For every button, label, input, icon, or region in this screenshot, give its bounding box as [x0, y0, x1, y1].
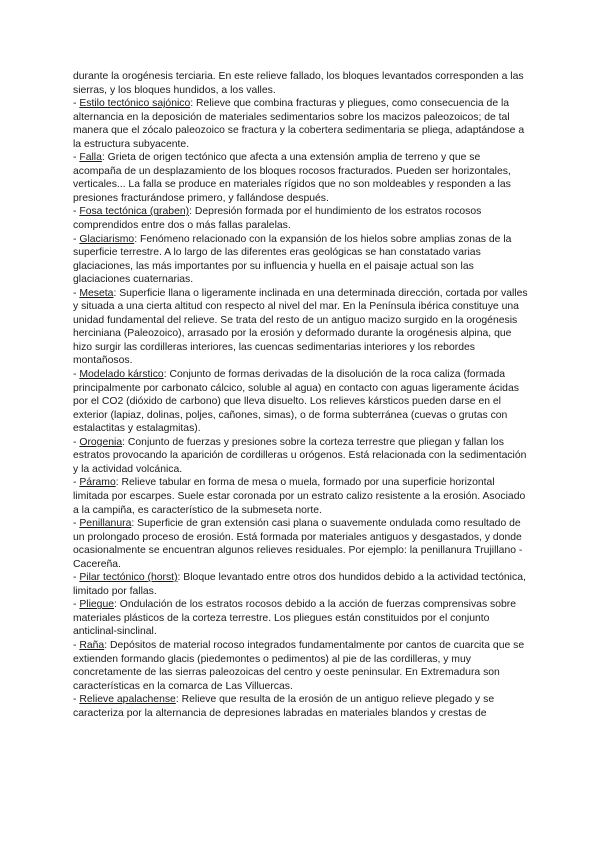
glossary-definition: : Depresión formada por el hundimiento de los estratos rocosos comprendidos entre dos o más fallas paralelas. — [73, 206, 482, 232]
glossary-term: Pilar tectónico (horst) — [79, 572, 178, 584]
glossary-entry: - Meseta: Superficie llana o ligeramente inclinada en una determinada dirección, cortada por valles y situada a una cierta altitud con respecto al nivel del mar. En la Península ibérica constituye una unidad fundamental del relieve. Se trata del resto de un antiguo macizo surgido en la orogénesis herciniana (Paleozoico), arrasado por la erosión y deformado durante la orogénesis alpina, que hizo surgir las cordilleras interiores, las cuencas sedimentarias interiores y los rebordes montañosos. — [73, 287, 528, 367]
glossary-term: Raña — [79, 639, 105, 651]
glossary-list — [73, 97, 531, 720]
glossary-entry: - Estilo tectónico sajónico: Relieve que combina fracturas y pliegues, como consecuencia de la alternancia en la deposición de materiales sedimentarios sobre los macizos paleozoicos; de tal manera que el zócalo paleozoico se fractura y la cobertera sedimentaria se pliega, adaptándose a la estructura subyacente. — [73, 98, 525, 150]
glossary-definition: : Ondulación de los estratos rocosos debido a la acción de fuerzas comprensivas sobre materiales plásticos de la corteza terrestre. Los pliegues están constituidos por el conjunto anticlinal-sinclinal. — [73, 599, 517, 638]
glossary-term: Meseta — [79, 287, 114, 299]
glossary-entry: - Raña: Depósitos de material rocoso integrados fundamentalmente por cantos de cuarcita que se extienden formando glacis (piedemontes o pedimentos) al pie de las cordilleras, y muy concretamente de las sierras paleozoicas del centro y oeste peninsular. En Extremadura son características en la comarca de Las Villuercas. — [73, 639, 525, 692]
glossary-entry: - Pilar tectónico (horst): Bloque levantado entre otros dos hundidos debido a la actividad tectónica, limitado por fallas. — [73, 572, 526, 597]
glossary-term: Penillanura — [79, 518, 132, 530]
glossary-entry: - Relieve apalachense: Relieve que resulta de la erosión de un antiguo relieve plegado y se caracteriza por la alternancia de depresiones labradas en materiales blandos y crestas de — [73, 694, 495, 719]
glossary-term: Fosa tectónica (graben) — [79, 206, 190, 218]
glossary-definition: : Superficie llana o ligeramente inclinada en una determinada dirección, cortada por valles y situada a una cierta altitud con respecto al nivel del mar. En la Península ibérica constituye una unidad fundamental del relieve. Se trata del resto de un antiguo macizo surgido en la orogénesis herciniana (Paleozoico), arrasado por la erosión y deformado durante la orogénesis alpina, que hizo surgir las cordilleras interiores, las cuencas sedimentarias interiores y los rebordes montañosos. — [73, 287, 528, 367]
glossary-term: Glaciarismo — [79, 233, 135, 245]
glossary-entry: - Fosa tectónica (graben): Depresión formada por el hundimiento de los estratos rocosos comprendidos entre dos o más fallas paralelas. — [73, 206, 482, 232]
glossary-term: Pliegue — [79, 599, 115, 611]
glossary-term: Relieve apalachense — [79, 694, 176, 706]
glossary-definition: : Grieta de origen tectónico que afecta a una extensión amplia de terreno y que se acompaña de un desplazamiento de los bloques rocosos fracturados. Pueden ser horizontales, verticales... La falla se produce en materiales rígidos que no son moldeables y responden a las presiones fracturándose primero, y fallándose después. — [73, 152, 511, 204]
document-page — [73, 70, 531, 720]
glossary-entry: - Pliegue: Ondulación de los estratos rocosos debido a la acción de fuerzas comprensivas sobre materiales plásticos de la corteza terrestre. Los pliegues están constituidos por el conjunto anticlinal-sinclinal. — [73, 599, 517, 638]
glossary-term: Falla — [79, 152, 102, 164]
glossary-term: Páramo — [79, 477, 116, 489]
glossary-definition: : Depósitos de material rocoso integrados fundamentalmente por cantos de cuarcita que se extienden formando glacis (piedemontes o pedimentos) al pie de las cordilleras, y muy concretamente de las sierras paleozoicas del centro y oeste peninsular. En Extremadura son características en la comarca de Las Villuercas. — [73, 639, 525, 692]
glossary-definition: : Bloque levantado entre otros dos hundidos debido a la actividad tectónica, limitado por fallas. — [73, 572, 526, 597]
glossary-entry: - Falla: Grieta de origen tectónico que afecta a una extensión amplia de terreno y que se acompaña de un desplazamiento de los bloques rocosos fracturados. Pueden ser horizontales, verticales... La falla se produce en materiales rígidos que no son moldeables y responden a las presiones fracturándose primero, y fallándose después. — [73, 152, 511, 204]
intro-paragraph: durante la orogénesis terciaria. En este relieve fallado, los bloques levantados corresponden a las sierras, y los bloques hundidos, a los valles. — [73, 71, 524, 96]
glossary-definition: : Superficie de gran extensión casi plana o suavemente ondulada como resultado de un prolongado proceso de erosión. Está formada por materiales antiguos y desgastados, y donde ocasionalmente se encuentran algunos relieves residuales. Por ejemplo: la penillanura Trujillano - Cacereña. — [73, 518, 523, 570]
glossary-entry: - Páramo: Relieve tabular en forma de mesa o muela, formado por una superficie horizontal limitada por escarpes. Suele estar coronada por un estrato calizo resistente a la erosión. Asociado a la campiña, es característico de la submeseta norte. — [73, 477, 526, 516]
glossary-definition: : Relieve que resulta de la erosión de un antiguo relieve plegado y se caracteriza por la alternancia de depresiones labradas en materiales blandos y crestas de — [73, 694, 495, 719]
glossary-term: Orogenia — [79, 436, 123, 448]
glossary-definition: : Conjunto de fuerzas y presiones sobre la corteza terrestre que pliegan y fallan los estratos provocando la aparición de cordilleras u orógenos. Está relacionada con la sedimentación y la actividad volcánica. — [73, 436, 527, 475]
glossary-entry: - Orogenia: Conjunto de fuerzas y presiones sobre la corteza terrestre que pliegan y fallan los estratos provocando la aparición de cordilleras u orógenos. Está relacionada con la sedimentación y la actividad volcánica. — [73, 436, 527, 475]
glossary-term: Modelado kárstico — [79, 369, 164, 381]
glossary-definition: : Relieve que combina fracturas y pliegues, como consecuencia de la alternancia en la deposición de materiales sedimentarios sobre los macizos paleozoicos; de tal manera que el zócalo paleozoico se fractura y la cobertera sedimentaria se pliega, adaptándose a la estructura subyacente. — [73, 98, 525, 150]
glossary-definition: : Conjunto de formas derivadas de la disolución de la roca caliza (formada principalmente por carbonato cálcico, soluble al agua) en contacto con aguas ligeramente ácidas por el CO2 (dióxido de carbono) que lleva disuelto. Los relieves kársticos pueden darse en el exterior (lapiaz, dolinas, poljes, cañones, simas), o de forma subterránea (cuevas o grutas con estalactitas y estalagmitas). — [73, 369, 519, 435]
glossary-definition: : Relieve tabular en forma de mesa o muela, formado por una superficie horizontal limitada por escarpes. Suele estar coronada por un estrato calizo resistente a la erosión. Asociado a la campiña, es característico de la submeseta norte. — [73, 477, 526, 516]
glossary-entry: - Penillanura: Superficie de gran extensión casi plana o suavemente ondulada como resultado de un prolongado proceso de erosión. Está formada por materiales antiguos y desgastados, y donde ocasionalmente se encuentran algunos relieves residuales. Por ejemplo: la penillanura Trujillano - Cacereña. — [73, 518, 523, 570]
glossary-entry: - Glaciarismo: Fenómeno relacionado con la expansión de los hielos sobre amplias zonas de la superficie terrestre. A lo largo de las diferentes eras geológicas se han constatado varias glaciaciones, las más importantes por su influencia y huella en el paisaje actual son las glaciaciones cuaternarias. — [73, 233, 512, 286]
glossary-definition: : Fenómeno relacionado con la expansión de los hielos sobre amplias zonas de la superficie terrestre. A lo largo de las diferentes eras geológicas se han constatado varias glaciaciones, las más importantes por su influencia y huella en el paisaje actual son las glaciaciones cuaternarias. — [73, 233, 512, 286]
glossary-term: Estilo tectónico sajónico — [79, 98, 191, 110]
glossary-entry: - Modelado kárstico: Conjunto de formas derivadas de la disolución de la roca caliza (formada principalmente por carbonato cálcico, soluble al agua) en contacto con aguas ligeramente ácidas por el CO2 (dióxido de carbono) que lleva disuelto. Los relieves kársticos pueden darse en el exterior (lapiaz, dolinas, poljes, cañones, simas), o de forma subterránea (cuevas o grutas con estalactitas y estalagmitas). — [73, 369, 519, 435]
